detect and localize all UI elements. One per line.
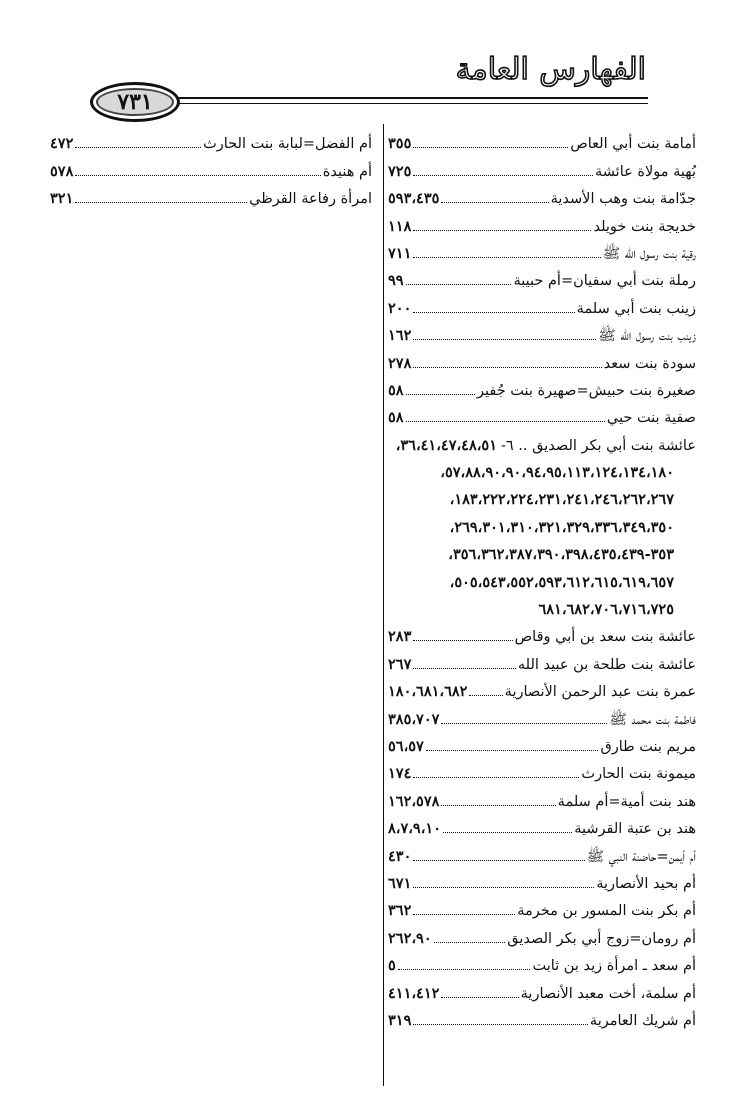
dot-leader <box>413 339 596 340</box>
dot-leader <box>413 1024 588 1025</box>
dot-leader <box>441 723 607 724</box>
page-header <box>0 0 754 120</box>
index-entry <box>50 153 372 180</box>
entry-pages: ٣٦٢ <box>388 902 412 920</box>
index-entry <box>388 701 696 728</box>
dot-leader <box>406 421 605 422</box>
entry-name: أم بكر بنت المسور بن مخرمة <box>517 903 696 920</box>
entry-pages: ٥٨ <box>388 381 404 399</box>
entry-name: عائشة بنت سعد بن أبي وقاص <box>514 629 696 646</box>
index-entry-continuation: ٣٥٣-٣٥٦،٣٦٢،٣٨٧،٣٩٠،٣٩٨،٤٣٥،٤٣٩، <box>448 546 674 564</box>
entry-name: أم سلمة، أخت معبد الأنصارية <box>520 985 696 1002</box>
entry-name: أم رومان=زوج أبي بكر الصديق <box>507 930 696 947</box>
entry-pages: ٧٢٥ <box>388 162 412 180</box>
entry-pages: ٢٨٣ <box>388 628 412 646</box>
entry-pages: ١٨٠،٦٨١،٦٨٢ <box>388 683 468 701</box>
header-rule-thin <box>174 103 648 104</box>
entry-name: عائشة بنت طلحة بن عبيد الله <box>517 656 696 673</box>
index-entry <box>388 208 696 235</box>
entry-pages: ٣٨٥،٧٠٧ <box>388 710 440 728</box>
dot-leader <box>413 257 600 258</box>
entry-name: زينب بنت أبي سلمة <box>576 300 696 317</box>
entry-pages: ١٦٢،٥٧٨ <box>388 792 440 810</box>
index-entry <box>388 646 696 673</box>
entry-name: عمرة بنت عبد الرحمن الأنصارية <box>504 684 696 701</box>
dot-leader <box>75 147 201 148</box>
index-entry <box>388 756 696 783</box>
entry-pages: ٤١١،٤١٢ <box>388 984 440 1002</box>
index-entry-continuation: ٦٨١،٦٨٢،٧٠٦،٧١٦،٧٢٥ <box>538 601 674 619</box>
entry-pages: ٩٩ <box>388 272 404 290</box>
index-entry-continuation: ١٨٣،٢٢٢،٢٢٤،٢٣١،٢٤١،٢٤٦،٢٦٢،٢٦٧، <box>449 491 674 509</box>
entry-pages: ٣٢١ <box>50 190 74 208</box>
index-entry <box>388 729 696 756</box>
index-column-left <box>50 126 372 208</box>
index-entry <box>388 838 696 865</box>
entry-name: جدّامة بنت وهب الأسدية <box>550 191 696 208</box>
entry-pages: ٦٧١ <box>388 874 412 892</box>
entry-name: مريم بنت طارق <box>600 738 696 755</box>
dot-leader <box>413 668 516 669</box>
entry-name: أم بحيد الأنصارية <box>596 875 696 892</box>
entry-name: سودة بنت سعد <box>603 355 696 372</box>
dot-leader <box>398 969 531 970</box>
dot-leader <box>75 175 320 176</box>
entry-name: أم الفضل=لبابة بنت الحارث <box>203 136 372 153</box>
dot-leader <box>413 175 593 176</box>
dot-leader <box>413 887 594 888</box>
index-entry <box>388 893 696 920</box>
dot-leader <box>406 284 512 285</box>
dot-leader <box>413 147 568 148</box>
entry-name: أم أيمن=حاضنة النبي ﷺ <box>586 848 696 865</box>
entry-name: هند بنت أمية=أم سلمة <box>557 793 696 810</box>
index-entry <box>388 126 696 153</box>
index-entry <box>388 345 696 372</box>
entry-name: صفية بنت حيي <box>606 410 696 427</box>
entry-name: عائشة بنت أبي بكر الصديق .. ٦- <box>501 437 696 454</box>
entry-pages: ٣١٩ <box>388 1011 412 1029</box>
entry-pages: ٥٧٨ <box>50 162 74 180</box>
entry-pages: ١١٨ <box>388 217 412 235</box>
dot-leader <box>469 695 502 696</box>
entry-pages: ٧١١ <box>388 244 412 262</box>
page-title: الفهارس العامة <box>455 52 646 87</box>
dot-leader <box>75 202 247 203</box>
header-rule <box>174 97 648 99</box>
dot-leader <box>406 394 475 395</box>
index-entry <box>388 948 696 975</box>
index-entry <box>388 290 696 317</box>
index-entry <box>388 811 696 838</box>
entry-pages: ٢٧٨ <box>388 354 412 372</box>
entry-name: خديجة بنت خويلد <box>593 218 696 235</box>
dot-leader <box>441 202 548 203</box>
index-entry <box>388 181 696 208</box>
index-entry <box>388 153 696 180</box>
entry-pages: ٣٥٥ <box>388 135 412 153</box>
index-entry-continuation: ٥٧،٨٨،٩٠،٩٠،٩٤،٩٥،١١٣،١٢٤،١٣٤،١٨٠، <box>440 464 674 482</box>
entry-pages: ٨،٧،٩،١٠ <box>388 820 441 838</box>
entry-name: أم سعد ـ امرأة زيد بن ثابت <box>532 958 696 975</box>
entry-name: صغيرة بنت حبيش=صهيرة بنت جُفير <box>476 382 696 399</box>
entry-name: زينب بنت رسول الله ﷺ <box>598 328 696 345</box>
entry-pages: ٤٣٠ <box>388 847 412 865</box>
entry-name: أم هنيدة <box>322 163 372 180</box>
entry-pages: ٣٦،٤١،٤٧،٤٨،٥١، <box>395 436 497 454</box>
index-entry <box>388 1003 696 1030</box>
dot-leader <box>413 777 579 778</box>
index-entry <box>50 126 372 153</box>
entry-pages: ١٦٢ <box>388 327 412 345</box>
entry-name: ميمونة بنت الحارث <box>581 766 696 783</box>
index-entry <box>388 318 696 345</box>
entry-pages: ٢٦٢،٩٠ <box>388 929 432 947</box>
dot-leader <box>413 312 574 313</box>
index-entry-continuation: ٢٦٩،٣٠١،٣١٠،٣٢١،٣٢٩،٣٣٦،٣٤٩،٣٥٠، <box>449 518 674 536</box>
dot-leader <box>413 640 512 641</box>
dot-leader <box>426 750 599 751</box>
dot-leader <box>434 942 506 943</box>
entry-pages: ٤٧٢ <box>50 135 74 153</box>
entry-name: فاطمة بنت محمد ﷺ <box>609 711 696 728</box>
entry-name: هند بن عتبة القرشية <box>574 821 696 838</box>
page-number-badge: ٧٣١ <box>90 82 180 122</box>
entry-pages: ٥ <box>388 957 396 975</box>
entry-pages: ١٧٤ <box>388 765 412 783</box>
dot-leader <box>413 230 591 231</box>
entry-pages: ٢٠٠ <box>388 299 412 317</box>
index-entry <box>388 263 696 290</box>
dot-leader <box>413 367 601 368</box>
entry-name: رملة بنت أبي سفيان=أم حبيبة <box>513 273 696 290</box>
index-entry <box>388 400 696 427</box>
index-entry <box>388 920 696 947</box>
dot-leader <box>441 805 555 806</box>
entry-name: بُهية مولاة عائشة <box>594 163 696 180</box>
index-entry <box>388 674 696 701</box>
index-entry <box>388 975 696 1002</box>
index-entry <box>388 236 696 263</box>
index-entry <box>388 866 696 893</box>
entry-pages: ٥٩٣،٤٣٥ <box>388 190 440 208</box>
entry-name: أم شريك العامرية <box>589 1012 696 1029</box>
entry-pages: ٥٦،٥٧ <box>388 737 424 755</box>
index-entry <box>388 373 696 400</box>
dot-leader <box>443 832 572 833</box>
index-entry <box>388 783 696 810</box>
index-entry <box>388 427 696 454</box>
entry-name: امرأة رفاعة القرظي <box>249 191 372 208</box>
index-entry <box>50 181 372 208</box>
index-entry <box>388 619 696 646</box>
entry-name: رقية بنت رسول الله ﷺ <box>602 245 696 262</box>
dot-leader <box>413 860 584 861</box>
entry-pages: ٢٦٧ <box>388 655 412 673</box>
column-divider <box>383 124 384 1086</box>
index-entry-continuation: ٥٠٥،٥٤٣،٥٥٢،٥٩٣،٦١٢،٦١٥،٦١٩،٦٥٧، <box>449 573 674 591</box>
dot-leader <box>413 914 515 915</box>
index-column-right <box>388 126 696 1030</box>
entry-name: أمامة بنت أبي العاص <box>570 136 696 153</box>
entry-pages: ٥٨ <box>388 409 404 427</box>
dot-leader <box>441 997 518 998</box>
